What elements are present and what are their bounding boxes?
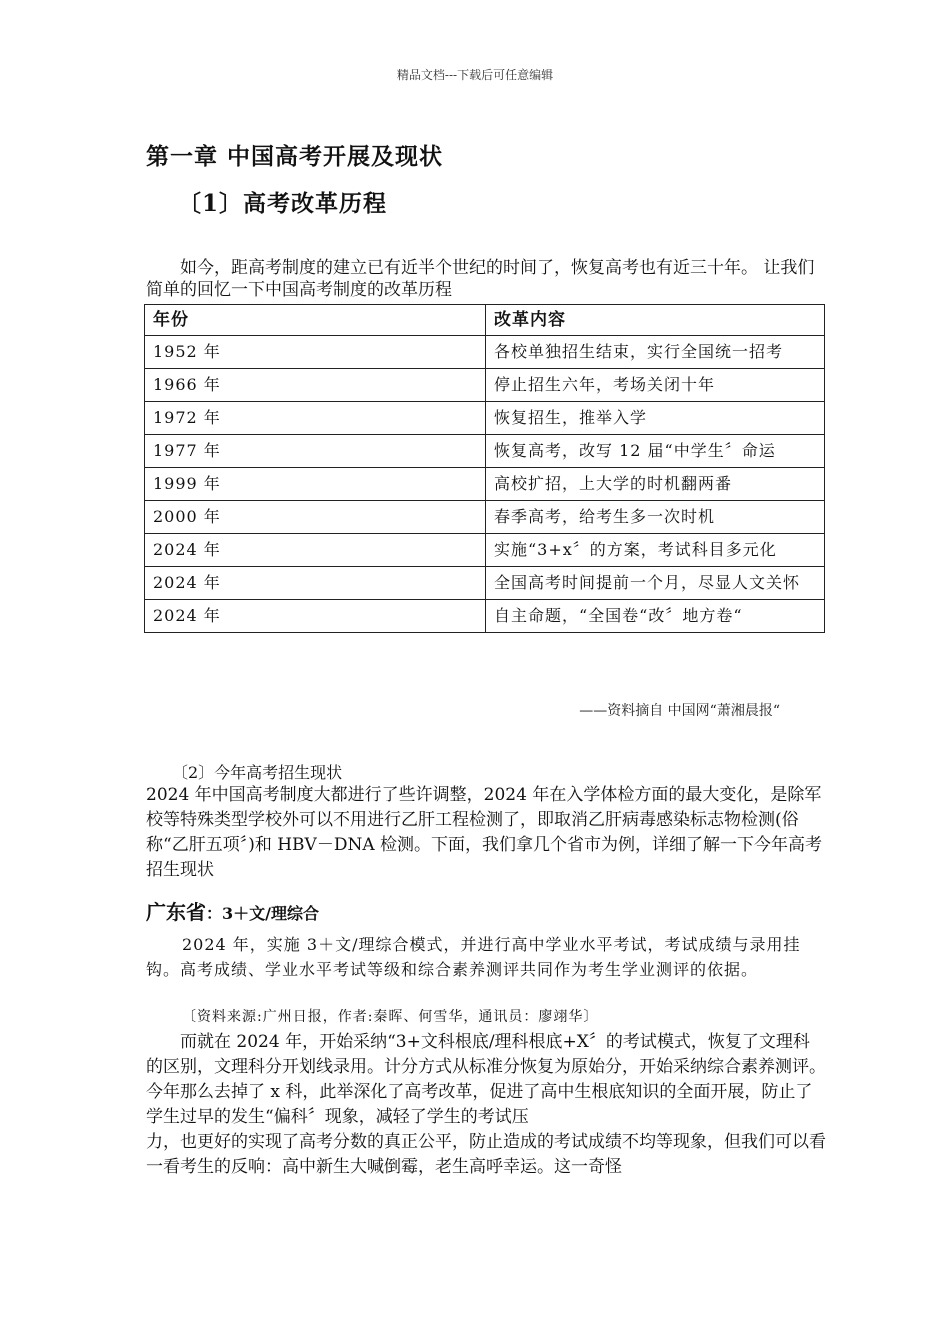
guangdong-text-2b: 力，也更好的实现了高考分数的真正公平，防止造成的考试成绩不均等现象，但我们可以看一看考生的反响：高中新生大喊倒霉，老生高呼幸运。这一奇怪 xyxy=(146,1132,826,1177)
table-row xyxy=(145,501,825,534)
guangdong-text: 2024 年，实施 3＋文/理综合模式，并进行高中学业水平考试，考试成绩与录用挂钩。高考成绩、学业水平考试等级和综合素养测评共同作为考生学业测评的依据。 xyxy=(146,935,801,979)
table-row xyxy=(145,435,825,468)
source-note: ——资料摘自 中国网“萧湘晨报“ xyxy=(579,703,780,719)
table-row xyxy=(145,567,825,600)
guangdong-subtitle: ：3＋文/理综合 xyxy=(206,904,319,923)
chapter-title: 第一章 中国高考开展及现状 xyxy=(146,143,444,170)
content-cell: 全国高考时间提前一个月，尽显人文关怀 xyxy=(486,567,825,600)
year-cell: 2024 年 xyxy=(145,534,486,567)
table-row xyxy=(145,336,825,369)
year-cell: 2024 年 xyxy=(145,600,486,633)
column-header-year: 年份 xyxy=(145,305,486,336)
table-row xyxy=(145,369,825,402)
table-header-row xyxy=(145,305,825,336)
table-row xyxy=(145,468,825,501)
content-cell: 停止招生六年，考场关闭十年 xyxy=(486,369,825,402)
table-row xyxy=(145,600,825,633)
guangdong-paragraph xyxy=(146,932,826,982)
content-cell: 实施“3+x〞的方案，考试科目多元化 xyxy=(486,534,825,567)
year-cell: 1977 年 xyxy=(145,435,486,468)
year-cell: 1952 年 xyxy=(145,336,486,369)
table-row xyxy=(145,534,825,567)
year-cell: 2024 年 xyxy=(145,567,486,600)
admission-status-paragraph: 2024 年中国高考制度大都进行了些许调整，2024 年在入学体检方面的最大变化，是除军校等特殊类型学校外可以不用进行乙肝工程检测了，即取消乙肝病毒感染标志物检测(俗称“乙肝五项〞)和 HBV－DNA 检测。下面，我们拿几个省市为例，详细了解一下今年高考招生现状 xyxy=(146,785,823,880)
table-row xyxy=(145,402,825,435)
year-cell: 2000 年 xyxy=(145,501,486,534)
content-cell: 春季高考，给考生多一次时机 xyxy=(486,501,825,534)
guangdong-title: 广东省 xyxy=(146,900,206,924)
intro-paragraph: 如今，距高考制度的建立已有近半个世纪的时间了，恢复高考也有近三十年。 让我们简单的回忆一下中国高考制度的改革历程 xyxy=(146,258,815,300)
content-cell: 各校单独招生结束，实行全国统一招考 xyxy=(486,336,825,369)
guangdong-source: 〔资料来源:广州日报，作者:秦晖、何雪华，通讯员：廖翊华〕 xyxy=(182,1009,599,1025)
year-cell: 1966 年 xyxy=(145,369,486,402)
guangdong-heading xyxy=(146,896,319,925)
reform-history-table xyxy=(144,304,825,633)
guangdong-paragraph-2 xyxy=(146,1030,826,1180)
section-title-reform-history: 〔1〕高考改革历程 xyxy=(178,190,388,217)
content-cell: 恢复高考，改写 12 届“中学生〞命运 xyxy=(486,435,825,468)
content-cell: 恢复招生，推举入学 xyxy=(486,402,825,435)
page-header: 精品文档---下载后可任意编辑 xyxy=(396,68,554,82)
year-cell: 1999 年 xyxy=(145,468,486,501)
year-cell: 1972 年 xyxy=(145,402,486,435)
column-header-content: 改革内容 xyxy=(486,305,825,336)
content-cell: 自主命题，“全国卷“改〞地方卷“ xyxy=(486,600,825,633)
content-cell: 高校扩招，上大学的时机翻两番 xyxy=(486,468,825,501)
section-title-admission-status: 〔2〕今年高考招生现状 xyxy=(172,763,343,782)
guangdong-text-2a: 而就在 2024 年，开始采纳“3+文科根底/理科根底+X〞的考试模式，恢复了文理科的区别，文理科分开划线录用。计分方式从标准分恢复为原始分，开始采纳综合素养测评。今年那么去掉了 x 科，此举深化了高考改革，促进了高中生根底知识的全面开展，防止了学生过早的发生“偏科〞现象，减轻了学生的考试压 xyxy=(146,1032,826,1127)
